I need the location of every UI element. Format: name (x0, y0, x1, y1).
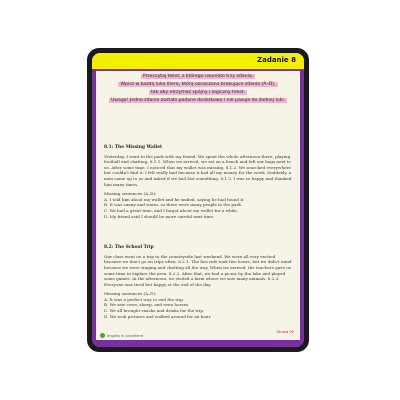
missing-sentences-label: Missing sentences (A–D): (104, 291, 157, 297)
task-number: Zadanie 8 (257, 56, 296, 64)
reading-paragraph: Yesterday, I went to the park with my friend. We spent the whole afternoon there, playing football and chatting. 8.1.1. When we arrived, we sat on a bench and left our bags next to us. After some time, I noticed that my wallet was missing. 8.1.2. We searched everywhere but couldn't find it. I felt really bad because it had all my money for the week. Suddenly, a man came up to us and asked if we had lost something. 8.1.3. I was so happy and thanked him many times. (104, 153, 292, 187)
missing-sentences-label: Missing sentences (A–D): (104, 191, 157, 197)
option-item: C. We had a great time, and I forgot about my wallet for a while. (104, 207, 239, 213)
bottom-border (92, 340, 304, 347)
brand-logo-icon (100, 333, 105, 338)
exercise-content (104, 145, 292, 319)
header-band (92, 53, 304, 71)
instructions-box (100, 73, 296, 105)
right-border (300, 71, 304, 347)
worksheet-page (92, 53, 304, 347)
option-item: C. We all brought snacks and drinks for the trip. (104, 308, 205, 314)
page-number: Strona 92 (276, 330, 294, 334)
instruction-line: Uwaga! Jedno zdanie zostało podane dodatkowo i nie pasuje do żadnej luki. (110, 98, 286, 103)
brand-footer (100, 333, 143, 338)
left-border (92, 71, 96, 347)
option-item: A. I told him about my wallet and he smiled, saying he had found it. (104, 196, 245, 202)
option-item: B. It was sunny and warm, so there were many people in the park. (104, 202, 243, 208)
section-title: 8.2: The School Trip (104, 245, 154, 251)
option-item: D. We took pictures and walked around for an hour. (104, 313, 212, 319)
reading-paragraph: Our class went on a trip to the countryside last weekend. We were all very excited because we don't go on trips often. 8.2.1. The bus ride took two hours, but we didn't mind because we were singing and chatting all the way. When we arrived, the teachers gave us some time to explore the area. 8.2.2. After that, we had a picnic by the lake and played some games. In the afternoon, we visited a farm where we saw many animals. 8.2.3. Everyone was tired but happy at the end of the day. (104, 253, 292, 287)
tablet-frame (87, 48, 309, 352)
instruction-line: Przeczytaj tekst, z którego usunięto trzy zdania. (142, 74, 254, 79)
section-title: 8.1: The Missing Wallet (104, 145, 163, 150)
option-item: B. We saw cows, sheep, and even horses. (104, 302, 190, 308)
option-item: A. It was a perfect way to end the trip. (104, 296, 185, 302)
spacer (104, 219, 292, 245)
instruction-line: tak aby otrzymać spójny i logiczny tekst. (150, 90, 246, 95)
option-item: D. My friend said I should be more careful next time. (104, 213, 215, 219)
instruction-line: Wpisz w każdą lukę literę, którą oznaczono brakujące zdanie (A–D), (120, 82, 276, 87)
brand-name: english in anywhere (107, 333, 144, 338)
